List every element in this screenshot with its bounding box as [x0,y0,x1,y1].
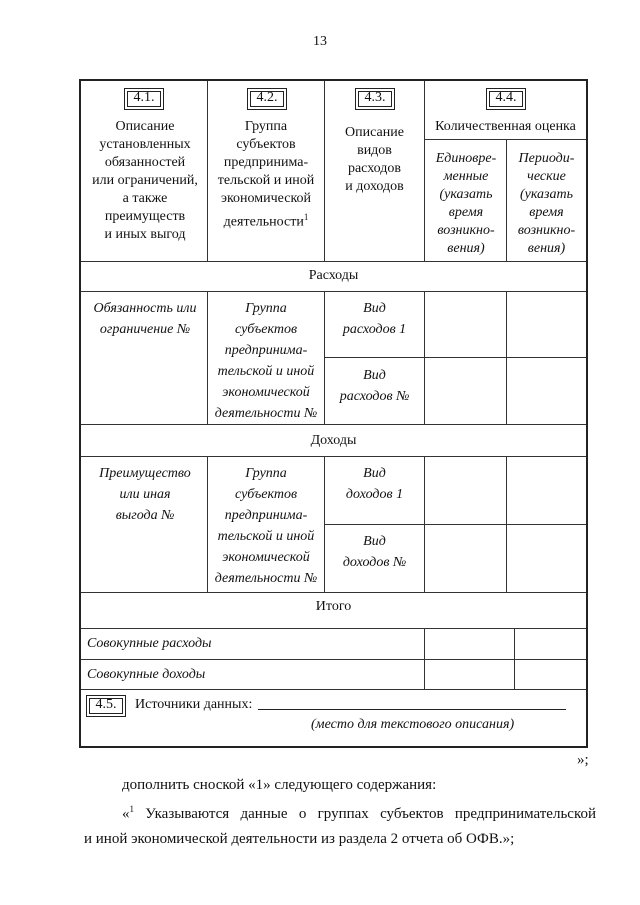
sources-input-line [258,709,566,710]
section-expenses: Расходы [308,268,359,283]
col-title-periodic: Периоди- ческие (указать время возникно- вения) [517,151,576,256]
col-number-4-5: 4.5. [86,695,126,717]
col-title-description: Описание видов расходов и доходов [345,125,404,194]
col-number-4-4: 4.4. [486,88,526,110]
footnote-open-quote: « [122,806,130,822]
col-number-4-1: 4.1. [124,88,164,110]
col-title-quantitative: Количественная оценка [435,119,576,134]
col-title-subject-group [208,118,324,232]
row-divider [81,689,586,690]
col-title-obligations: Описание установленных обязанностей или ограничений, а также преимуществ и иных выгод [92,119,198,242]
footnote-line-2-wrap [84,831,514,848]
section-total: Итого [315,599,352,614]
footnote-line-2: и иной экономической деятельности из раздела 2 отчета об ОФВ.»; [84,831,515,847]
total-income-label: Совокупные доходы [87,667,206,682]
income-benefit: Преимущество или иная выгода № [99,466,191,523]
income-subject-group: Группа субъектов предпринима- тельской и иной экономической деятельности № [214,466,318,586]
closing-mark: »; [577,752,589,768]
row-divider [81,291,586,292]
footnote-line-1: Указываются данные о группах субъектов предпринимательской [145,806,596,822]
total-expenses-label: Совокупные расходы [87,636,212,651]
expense-type-n: Вид расходов № [339,368,410,404]
row-divider [81,659,586,660]
expense-subject-group: Группа субъектов предпринима- тельской и иной экономической деятельности № [214,301,318,421]
col-divider [506,291,507,424]
row-divider [81,456,586,457]
row-divider [324,357,586,358]
row-divider [81,628,586,629]
footnote-intro: дополнить сноской «1» следующего содержания: [122,777,437,793]
sources-caption: (место для текстового описания) [311,717,515,732]
col-title-one-time: Единовре- менные (указать время возникно- вения) [435,151,497,256]
section-income: Доходы [310,433,357,448]
col-title-subject-group-text: Группа субъектов предпринима- тельской и иной экономической деятельности [217,119,315,230]
col-divider [424,291,425,424]
footnote-ref: 1 [303,212,309,222]
footnote-text [122,804,596,823]
row-divider [324,524,586,525]
income-type-1: Вид доходов 1 [345,466,404,502]
row-divider [424,139,586,140]
row-divider [81,424,586,425]
col-number-4-3: 4.3. [355,88,395,110]
footnote-number: 1 [129,804,134,814]
col-divider [506,456,507,592]
row-divider [81,592,586,593]
assessment-table [79,79,588,748]
expense-type-1: Вид расходов 1 [342,301,407,337]
col-divider [514,628,515,689]
expense-obligation: Обязанность или ограничение № [93,301,197,337]
col-divider [424,628,425,689]
row-divider [81,261,586,262]
sources-label: Источники данных: [135,697,253,712]
page-number: 13 [313,34,327,49]
col-divider [424,456,425,592]
col-number-4-2: 4.2. [247,88,287,110]
col-divider [424,81,425,261]
income-type-n: Вид доходов № [342,534,407,570]
